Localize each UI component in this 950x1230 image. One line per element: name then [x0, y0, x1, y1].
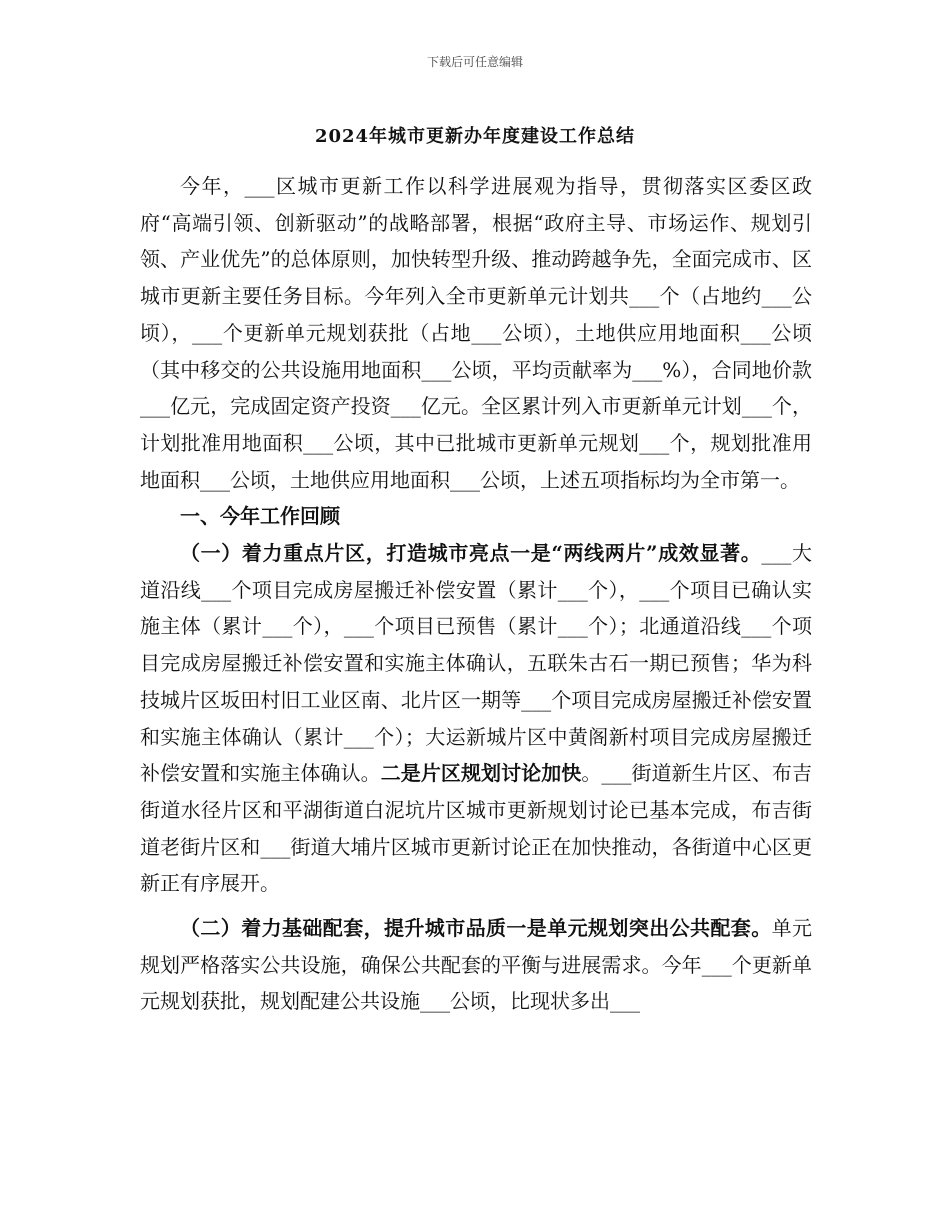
paragraph-planning-text: 。___街道新生片区、布吉街道水径片区和平湖街道白泥坑片区城市更新规划讨论已基本完成，布吉街道老街片区和___街道大埔片区城市更新讨论正在加快推动，各街道中心区更新正有序展开。 [140, 761, 812, 896]
paragraph-infrastructure [140, 910, 812, 1020]
subheading-infrastructure: （二）着力基础配套，提升城市品质一是单元规划突出公共配套。 [180, 916, 772, 941]
paragraph-key-areas-text: ___大道沿线___个项目完成房屋搬迁补偿安置（累计___个），___个项目已确认实施主体（累计___个），___个项目已预售（累计___个）；北通道沿线___个项目完成房屋搬迁补偿安置和实施主体确认，五联朱古石一期已预售；华为科技城片区坂田村旧工业区南、北片区一期等___个项目完成房屋搬迁补偿安置和实施主体确认（累计___个）；大运新城片区中黄阁新村项目完成房屋搬迁补偿安置和实施主体确认。 [140, 541, 812, 786]
paragraph-key-areas [140, 535, 812, 902]
header-note: 下载后可任意编辑 [426, 55, 523, 69]
section-heading-review: 一、今年工作回顾 [180, 504, 340, 529]
bold-phrase-planning: 二是片区规划讨论加快 [380, 761, 582, 786]
document-title: 2024年城市更新办年度建设工作总结 [314, 126, 636, 147]
intro-paragraph: 今年，___区城市更新工作以科学进展观为指导，贯彻落实区委区政府“高端引领、创新驱动”的战略部署，根据“政府主导、市场运作、规划引领、产业优先”的总体原则，加快转型升级、推动跨越争先，全面完成市、区城市更新主要任务目标。今年列入全市更新单元计划共___个（占地约___公顷），___个更新单元规划获批（占地___公顷），土地供应用地面积___公顷（其中移交的公共设施用地面积___公顷，平均贡献率为___%），合同地价款___亿元，完成固定资产投资___亿元。全区累计列入市更新单元计划___个，计划批准用地面积___公顷，其中已批城市更新单元规划___个，规划批准用地面积___公顷，土地供应用地面积___公顷，上述五项指标均为全市第一。 [140, 174, 812, 492]
paragraph-infrastructure-text: 单元规划严格落实公共设施，确保公共配套的平衡与进展需求。今年___个更新单元规划获批，规划配建公共设施___公顷，比现状多出___ [140, 916, 813, 1014]
document-body [140, 168, 812, 1020]
subheading-key-areas: （一）着力重点片区，打造城市亮点一是“两线两片”成效显著。 [180, 541, 762, 566]
